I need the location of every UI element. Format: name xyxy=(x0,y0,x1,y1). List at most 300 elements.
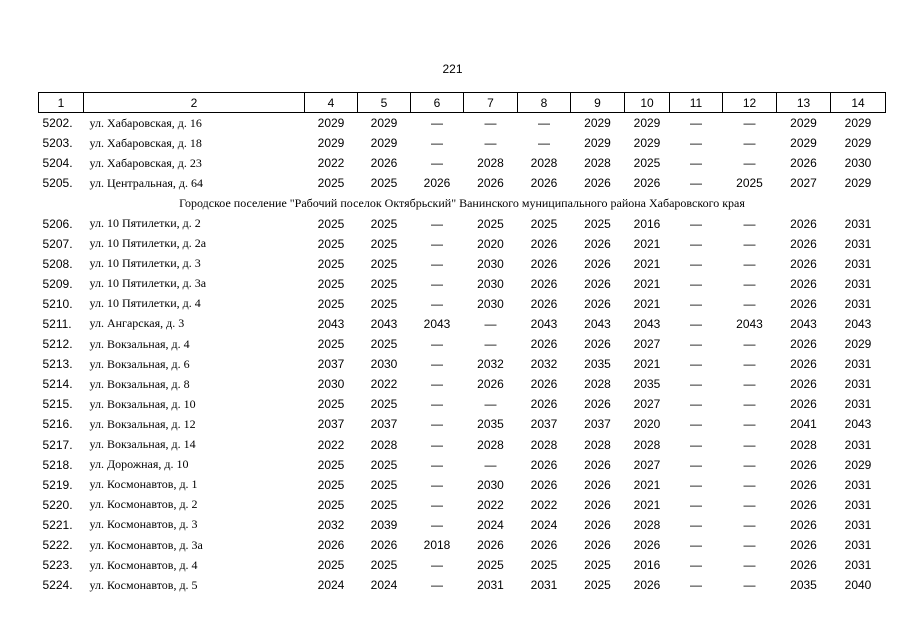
table-row xyxy=(39,414,886,434)
row-value: 2026 xyxy=(370,538,398,553)
row-number: 5207. xyxy=(42,236,73,251)
row-number: 5218. xyxy=(42,457,73,472)
row-value: — xyxy=(431,136,443,151)
row-value: 2024 xyxy=(477,517,504,532)
row-value: 2025 xyxy=(477,558,504,573)
row-number: 5217. xyxy=(42,437,73,452)
row-value: — xyxy=(431,256,443,271)
row-value: 2021 xyxy=(633,296,661,311)
row-value: — xyxy=(690,377,702,392)
row-value: — xyxy=(431,276,443,291)
row-value: — xyxy=(743,116,756,131)
row-value: 2028 xyxy=(530,156,558,171)
row-value: 2030 xyxy=(477,296,504,311)
table-row xyxy=(39,173,886,193)
row-value: 2021 xyxy=(633,276,661,291)
row-value: 2029 xyxy=(370,116,398,131)
row-value: 2026 xyxy=(584,256,611,271)
row-value: 2026 xyxy=(530,296,558,311)
row-value: 2031 xyxy=(844,497,872,512)
row-address: ул. Космонавтов, д. 1 xyxy=(89,477,198,492)
row-number: 5204. xyxy=(42,156,73,171)
row-value: 2025 xyxy=(317,256,345,271)
row-value: 2028 xyxy=(633,437,661,452)
row-value: — xyxy=(743,578,756,593)
row-value: 2026 xyxy=(584,538,611,553)
row-value: 2026 xyxy=(790,558,817,573)
row-value: 2043 xyxy=(633,316,661,331)
row-address: ул. Центральная, д. 64 xyxy=(89,175,204,190)
row-value: — xyxy=(690,176,702,191)
row-value: — xyxy=(538,116,550,131)
row-value: — xyxy=(690,316,702,331)
row-value: 2031 xyxy=(844,256,872,271)
row-value: — xyxy=(743,558,756,573)
row-address: ул. Вокзальная, д. 4 xyxy=(89,336,190,351)
column-header: 5 xyxy=(358,93,411,113)
table-row xyxy=(39,575,886,595)
row-value: 2025 xyxy=(370,296,398,311)
row-value: 2031 xyxy=(844,558,872,573)
row-value: 2026 xyxy=(790,517,817,532)
row-value: — xyxy=(431,156,443,171)
row-value: 2022 xyxy=(317,437,345,452)
row-value: 2029 xyxy=(370,136,398,151)
row-value: 2026 xyxy=(477,176,504,191)
row-value: 2029 xyxy=(790,136,817,151)
row-value: 2028 xyxy=(584,156,611,171)
column-header: 8 xyxy=(518,93,571,113)
row-value: 2043 xyxy=(844,316,872,331)
row-value: 2025 xyxy=(317,296,345,311)
row-value: — xyxy=(431,497,443,512)
row-value: 2035 xyxy=(477,417,504,432)
row-value: 2025 xyxy=(317,457,345,472)
row-value: — xyxy=(431,437,443,452)
row-value: 2025 xyxy=(584,558,611,573)
row-value: 2025 xyxy=(370,457,398,472)
row-value: 2043 xyxy=(584,316,611,331)
row-value: 2039 xyxy=(370,517,398,532)
column-header: 14 xyxy=(831,93,886,113)
row-value: — xyxy=(431,457,443,472)
row-value: — xyxy=(431,417,443,432)
row-value: 2031 xyxy=(844,216,872,231)
row-value: 2026 xyxy=(477,377,504,392)
row-value: 2026 xyxy=(633,578,661,593)
row-value: 2029 xyxy=(633,136,661,151)
row-value: 2024 xyxy=(370,578,398,593)
row-value: — xyxy=(690,296,702,311)
row-value: 2025 xyxy=(584,216,611,231)
table-row xyxy=(39,535,886,555)
column-header: 4 xyxy=(305,93,358,113)
row-value: 2025 xyxy=(317,477,345,492)
row-number: 5205. xyxy=(42,176,73,191)
row-value: 2026 xyxy=(530,377,558,392)
row-value: 2026 xyxy=(530,397,558,412)
row-value: — xyxy=(690,578,702,593)
row-value: 2030 xyxy=(477,477,504,492)
row-value: 2026 xyxy=(790,296,817,311)
row-value: 2021 xyxy=(633,357,661,372)
row-value: — xyxy=(538,136,550,151)
row-value: 2026 xyxy=(530,457,558,472)
row-value: 2030 xyxy=(477,276,504,291)
row-value: — xyxy=(431,236,443,251)
row-value: — xyxy=(484,337,497,352)
header-row xyxy=(39,93,886,113)
row-value: 2026 xyxy=(790,256,817,271)
row-value: 2026 xyxy=(584,236,611,251)
row-value: 2028 xyxy=(477,156,504,171)
row-address: ул. Космонавтов, д. 2 xyxy=(89,497,198,512)
row-value: 2031 xyxy=(844,517,872,532)
row-value: — xyxy=(690,517,702,532)
row-value: — xyxy=(484,457,497,472)
row-value: 2022 xyxy=(317,156,345,171)
row-value: 2026 xyxy=(790,337,817,352)
row-value: 2027 xyxy=(790,176,817,191)
table-row xyxy=(39,113,886,134)
row-value: 2027 xyxy=(633,457,661,472)
row-value: 2025 xyxy=(317,276,345,291)
row-value: 2021 xyxy=(633,256,661,271)
row-value: 2026 xyxy=(790,477,817,492)
row-value: 2029 xyxy=(844,136,872,151)
row-value: 2035 xyxy=(584,357,611,372)
row-address: ул. Дорожная, д. 10 xyxy=(89,457,189,472)
row-address: ул. Вокзальная, д. 8 xyxy=(89,376,190,391)
row-address: ул. Вокзальная, д. 6 xyxy=(89,356,190,371)
row-value: 2031 xyxy=(530,578,558,593)
table-row xyxy=(39,234,886,254)
row-value: 2037 xyxy=(317,417,345,432)
row-value: 2026 xyxy=(530,538,558,553)
row-number: 5210. xyxy=(42,296,73,311)
row-value: 2022 xyxy=(530,497,558,512)
row-address: ул. Космонавтов, д. 4 xyxy=(89,557,198,572)
row-value: 2020 xyxy=(633,417,661,432)
table-row xyxy=(39,495,886,515)
column-header: 9 xyxy=(571,93,625,113)
column-header: 13 xyxy=(777,93,831,113)
row-value: — xyxy=(484,116,497,131)
table-row xyxy=(39,455,886,475)
row-address: ул. Космонавтов, д. 5 xyxy=(89,577,198,592)
row-value: 2030 xyxy=(317,377,345,392)
table-row xyxy=(39,254,886,274)
row-value: 2029 xyxy=(844,337,872,352)
row-value: — xyxy=(690,397,702,412)
row-value: 2021 xyxy=(633,497,661,512)
row-value: 2037 xyxy=(584,417,611,432)
row-value: 2031 xyxy=(844,296,872,311)
row-value: 2026 xyxy=(530,337,558,352)
row-value: 2026 xyxy=(790,457,817,472)
row-value: — xyxy=(690,497,702,512)
row-number: 5211. xyxy=(42,316,72,331)
row-value: 2024 xyxy=(317,578,345,593)
row-number: 5215. xyxy=(42,397,73,412)
column-header: 10 xyxy=(625,93,670,113)
row-number: 5212. xyxy=(42,337,73,352)
row-value: 2030 xyxy=(370,357,398,372)
page-number: 221 xyxy=(442,62,463,76)
row-value: — xyxy=(690,337,702,352)
row-value: 2029 xyxy=(584,136,611,151)
row-value: 2026 xyxy=(584,517,611,532)
row-value: — xyxy=(743,397,756,412)
table-row xyxy=(39,314,886,334)
row-number: 5220. xyxy=(42,497,73,512)
row-address: ул. 10 Пятилетки, д. 3а xyxy=(89,276,207,291)
section-row xyxy=(39,193,886,213)
row-number: 5206. xyxy=(42,216,73,231)
row-value: 2041 xyxy=(790,417,817,432)
row-value: 2031 xyxy=(844,377,872,392)
row-value: 2029 xyxy=(844,176,872,191)
row-value: — xyxy=(484,397,497,412)
row-value: 2021 xyxy=(633,236,661,251)
row-value: 2025 xyxy=(317,497,345,512)
row-value: 2028 xyxy=(370,437,398,452)
row-value: — xyxy=(743,276,756,291)
row-value: 2031 xyxy=(844,397,872,412)
row-value: — xyxy=(743,377,756,392)
row-value: — xyxy=(743,216,756,231)
row-address: ул. 10 Пятилетки, д. 4 xyxy=(89,296,201,311)
row-address: ул. 10 Пятилетки, д. 2а xyxy=(89,236,207,251)
row-value: 2026 xyxy=(790,236,817,251)
row-value: 2016 xyxy=(633,558,661,573)
row-value: 2031 xyxy=(844,437,872,452)
row-value: 2029 xyxy=(584,116,611,131)
row-number: 5223. xyxy=(42,558,73,573)
row-value: 2028 xyxy=(584,377,611,392)
row-value: 2025 xyxy=(370,236,398,251)
row-value: 2025 xyxy=(317,337,345,352)
row-value: 2043 xyxy=(844,417,872,432)
row-value: — xyxy=(431,116,443,131)
row-value: 2016 xyxy=(633,216,661,231)
row-value: 2043 xyxy=(370,316,398,331)
row-value: 2026 xyxy=(584,457,611,472)
row-number: 5214. xyxy=(42,377,73,392)
row-value: 2022 xyxy=(370,377,398,392)
row-value: 2025 xyxy=(317,236,345,251)
row-value: 2026 xyxy=(317,538,345,553)
row-value: 2021 xyxy=(633,477,661,492)
row-value: — xyxy=(431,377,443,392)
row-value: 2025 xyxy=(736,176,763,191)
row-value: 2043 xyxy=(317,316,345,331)
row-value: 2026 xyxy=(790,156,817,171)
row-value: — xyxy=(690,357,702,372)
row-value: 2031 xyxy=(844,477,872,492)
row-value: 2043 xyxy=(530,316,558,331)
row-value: — xyxy=(431,357,443,372)
row-value: — xyxy=(690,558,702,573)
section-title: Городское поселение "Рабочий поселок Октябрьский" Ванинского муниципального района Хабаровского края xyxy=(179,195,745,210)
row-value: 2025 xyxy=(477,216,504,231)
row-address: ул. 10 Пятилетки, д. 3 xyxy=(89,256,201,271)
column-header: 11 xyxy=(670,93,723,113)
table-row xyxy=(39,555,886,575)
row-address: ул. Хабаровская, д. 18 xyxy=(89,135,202,150)
row-value: 2026 xyxy=(633,176,661,191)
row-value: 2025 xyxy=(317,216,345,231)
row-value: 2026 xyxy=(584,276,611,291)
row-value: 2024 xyxy=(530,517,558,532)
row-address: ул. Ангарская, д. 3 xyxy=(89,316,185,331)
row-value: 2043 xyxy=(423,316,451,331)
row-value: 2027 xyxy=(633,337,661,352)
row-value: 2026 xyxy=(477,538,504,553)
row-number: 5221. xyxy=(42,517,73,532)
row-value: 2028 xyxy=(633,517,661,532)
row-value: 2026 xyxy=(530,276,558,291)
table-row xyxy=(39,394,886,414)
table-row xyxy=(39,294,886,314)
row-value: — xyxy=(690,136,702,151)
row-value: — xyxy=(431,477,443,492)
row-value: 2020 xyxy=(477,236,504,251)
row-value: 2025 xyxy=(370,216,398,231)
row-value: 2026 xyxy=(790,276,817,291)
row-value: 2043 xyxy=(736,316,763,331)
row-value: 2031 xyxy=(844,538,872,553)
row-value: 2018 xyxy=(423,538,451,553)
row-value: 2025 xyxy=(370,276,398,291)
row-value: 2029 xyxy=(844,116,872,131)
row-value: 2026 xyxy=(584,397,611,412)
row-value: 2031 xyxy=(844,357,872,372)
row-value: 2029 xyxy=(317,136,345,151)
row-value: — xyxy=(431,517,443,532)
row-value: 2026 xyxy=(530,176,558,191)
row-value: 2040 xyxy=(844,578,872,593)
row-value: — xyxy=(690,276,702,291)
row-address: ул. Хабаровская, д. 23 xyxy=(89,155,202,170)
row-value: — xyxy=(690,457,702,472)
row-value: 2027 xyxy=(633,397,661,412)
row-value: 2025 xyxy=(370,176,398,191)
row-value: 2025 xyxy=(530,558,558,573)
row-number: 5213. xyxy=(42,357,73,372)
row-value: 2028 xyxy=(790,437,817,452)
row-value: 2031 xyxy=(844,236,872,251)
column-header: 7 xyxy=(464,93,518,113)
row-value: 2037 xyxy=(530,417,558,432)
row-value: 2025 xyxy=(317,397,345,412)
registry-table xyxy=(38,92,886,595)
row-value: 2026 xyxy=(790,497,817,512)
row-value: 2025 xyxy=(370,477,398,492)
row-value: 2026 xyxy=(633,538,661,553)
row-value: 2026 xyxy=(790,216,817,231)
row-value: — xyxy=(743,236,756,251)
row-value: 2029 xyxy=(317,116,345,131)
table-row xyxy=(39,274,886,294)
row-value: 2025 xyxy=(370,497,398,512)
row-value: — xyxy=(431,337,443,352)
row-value: — xyxy=(743,437,756,452)
row-value: — xyxy=(484,316,497,331)
row-value: 2026 xyxy=(530,256,558,271)
row-value: — xyxy=(431,578,443,593)
row-value: — xyxy=(690,236,702,251)
row-value: 2026 xyxy=(584,337,611,352)
row-value: 2031 xyxy=(844,276,872,291)
column-header: 12 xyxy=(723,93,777,113)
row-address: ул. Космонавтов, д. 3 xyxy=(89,517,198,532)
row-value: 2028 xyxy=(477,437,504,452)
row-value: 2028 xyxy=(530,437,558,452)
row-value: — xyxy=(690,216,702,231)
table-row xyxy=(39,515,886,535)
row-value: — xyxy=(743,156,756,171)
row-value: 2025 xyxy=(584,578,611,593)
table-row xyxy=(39,435,886,455)
row-number: 5202. xyxy=(42,116,73,131)
row-number: 5203. xyxy=(42,136,73,151)
row-value: — xyxy=(431,296,443,311)
row-value: 2032 xyxy=(317,517,345,532)
row-value: 2026 xyxy=(530,477,558,492)
row-address: ул. Космонавтов, д. 3а xyxy=(89,537,203,552)
row-value: 2035 xyxy=(633,377,661,392)
row-value: — xyxy=(690,437,702,452)
row-value: — xyxy=(690,256,702,271)
row-value: — xyxy=(690,116,702,131)
row-value: — xyxy=(743,477,756,492)
table-row xyxy=(39,153,886,173)
row-value: 2025 xyxy=(370,256,398,271)
row-value: 2043 xyxy=(790,316,817,331)
row-number: 5208. xyxy=(42,256,73,271)
row-value: 2022 xyxy=(477,497,504,512)
row-value: 2026 xyxy=(370,156,398,171)
column-header: 6 xyxy=(411,93,464,113)
row-value: 2026 xyxy=(423,176,451,191)
row-value: 2029 xyxy=(790,116,817,131)
row-value: — xyxy=(743,296,756,311)
row-value: — xyxy=(690,156,702,171)
row-value: 2025 xyxy=(530,216,558,231)
row-value: 2035 xyxy=(790,578,817,593)
row-value: 2030 xyxy=(477,256,504,271)
column-header: 1 xyxy=(39,93,84,113)
row-value: — xyxy=(743,497,756,512)
row-value: 2025 xyxy=(370,558,398,573)
row-value: 2026 xyxy=(584,176,611,191)
row-value: — xyxy=(743,538,756,553)
row-address: ул. 10 Пятилетки, д. 2 xyxy=(89,216,201,231)
row-address: ул. Вокзальная, д. 12 xyxy=(89,416,196,431)
row-value: 2026 xyxy=(790,377,817,392)
row-value: 2026 xyxy=(584,477,611,492)
row-value: 2026 xyxy=(790,538,817,553)
table-row xyxy=(39,354,886,374)
row-number: 5219. xyxy=(42,477,73,492)
row-number: 5209. xyxy=(42,276,73,291)
row-value: — xyxy=(743,136,756,151)
row-value: 2026 xyxy=(530,236,558,251)
row-value: 2025 xyxy=(370,337,398,352)
row-value: — xyxy=(431,397,443,412)
row-value: 2026 xyxy=(584,296,611,311)
